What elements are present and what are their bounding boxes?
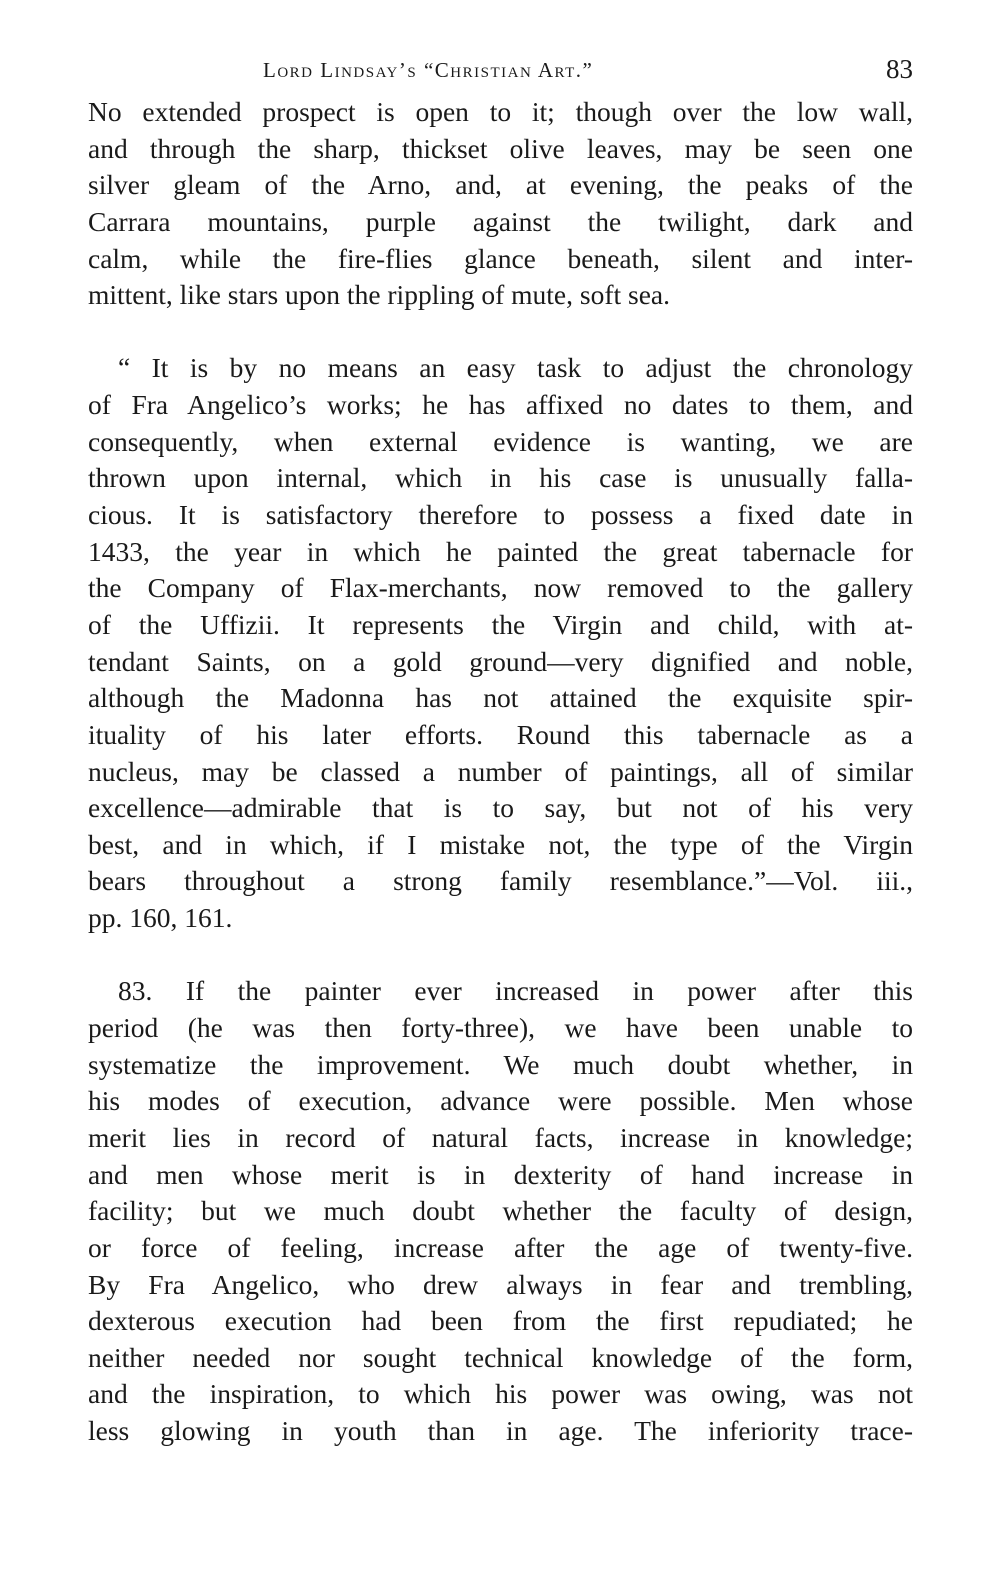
running-title: Lord Lindsay’s “Christian Art.” (263, 58, 594, 82)
text-line: silver gleam of the Arno, and, at evening, the peaks of the (88, 169, 913, 201)
text-line: By Fra Angelico, who drew always in fear and trembling, (88, 1268, 913, 1300)
text-line: his modes of execution, advance were possible. Men whose (88, 1085, 913, 1117)
paragraph-gap (88, 314, 913, 351)
text-line: nucleus, may be classed a number of paintings, all of similar (88, 755, 913, 787)
paragraph (88, 94, 913, 314)
text-line: consequently, when external evidence is wanting, we are (88, 425, 913, 457)
text-line: of Fra Angelico’s works; he has affixed no dates to them, and (88, 389, 913, 421)
text-line: systematize the improvement. We much doubt whether, in (88, 1048, 913, 1080)
text-line: tendant Saints, on a gold ground—very dignified and noble, (88, 645, 913, 677)
text-line: Carrara mountains, purple against the twilight, dark and (88, 205, 913, 237)
text-line: calm, while the fire-flies glance beneath, silent and inter- (88, 242, 913, 274)
page-header (88, 54, 913, 90)
text-line: 83. If the painter ever increased in power after this (118, 975, 913, 1007)
text-line: bears throughout a strong family resemblance.”—Vol. iii., (88, 865, 913, 897)
text-line: mittent, like stars upon the rippling of mute, soft sea. (88, 279, 670, 311)
text-line: ituality of his later efforts. Round this tabernacle as a (88, 718, 913, 750)
text-line: merit lies in record of natural facts, increase in knowledge; (88, 1121, 913, 1153)
text-line: although the Madonna has not attained the exquisite spir- (88, 682, 913, 714)
text-line: facility; but we much doubt whether the faculty of design, (88, 1195, 913, 1227)
text-line: “ It is by no means an easy task to adjust the chronology (118, 352, 913, 384)
text-line: or force of feeling, increase after the age of twenty-five. (88, 1231, 913, 1263)
text-line: neither needed nor sought technical knowledge of the form, (88, 1341, 913, 1373)
text-line: and the inspiration, to which his power was owing, was not (88, 1378, 913, 1410)
paragraph-gap (88, 937, 913, 974)
page-number: 83 (886, 54, 913, 84)
text-line: and through the sharp, thickset olive leaves, may be seen one (88, 132, 913, 164)
text-line: thrown upon internal, which in his case is unusually falla- (88, 462, 913, 494)
text-line: and men whose merit is in dexterity of hand increase in (88, 1158, 913, 1190)
text-line: cious. It is satisfactory therefore to possess a fixed date in (88, 499, 913, 531)
text-line: pp. 160, 161. (88, 902, 233, 934)
paragraph (88, 350, 913, 936)
text-line: less glowing in youth than in age. The inferiority trace- (88, 1415, 913, 1447)
text-line: No extended prospect is open to it; though over the low wall, (88, 96, 913, 127)
text-line: excellence—admirable that is to say, but not of his very (88, 792, 913, 824)
text-line: dexterous execution had been from the first repudiated; he (88, 1305, 913, 1337)
paragraph (88, 973, 913, 1449)
text-line: best, and in which, if I mistake not, the type of the Virgin (88, 828, 913, 860)
text-line: 1433, the year in which he painted the great tabernacle for (88, 535, 913, 567)
body-text (88, 94, 913, 1450)
text-line: period (he was then forty-three), we have been unable to (88, 1012, 913, 1044)
text-line: the Company of Flax-merchants, now removed to the gallery (88, 572, 913, 604)
text-line: of the Uffizii. It represents the Virgin and child, with at- (88, 608, 913, 640)
